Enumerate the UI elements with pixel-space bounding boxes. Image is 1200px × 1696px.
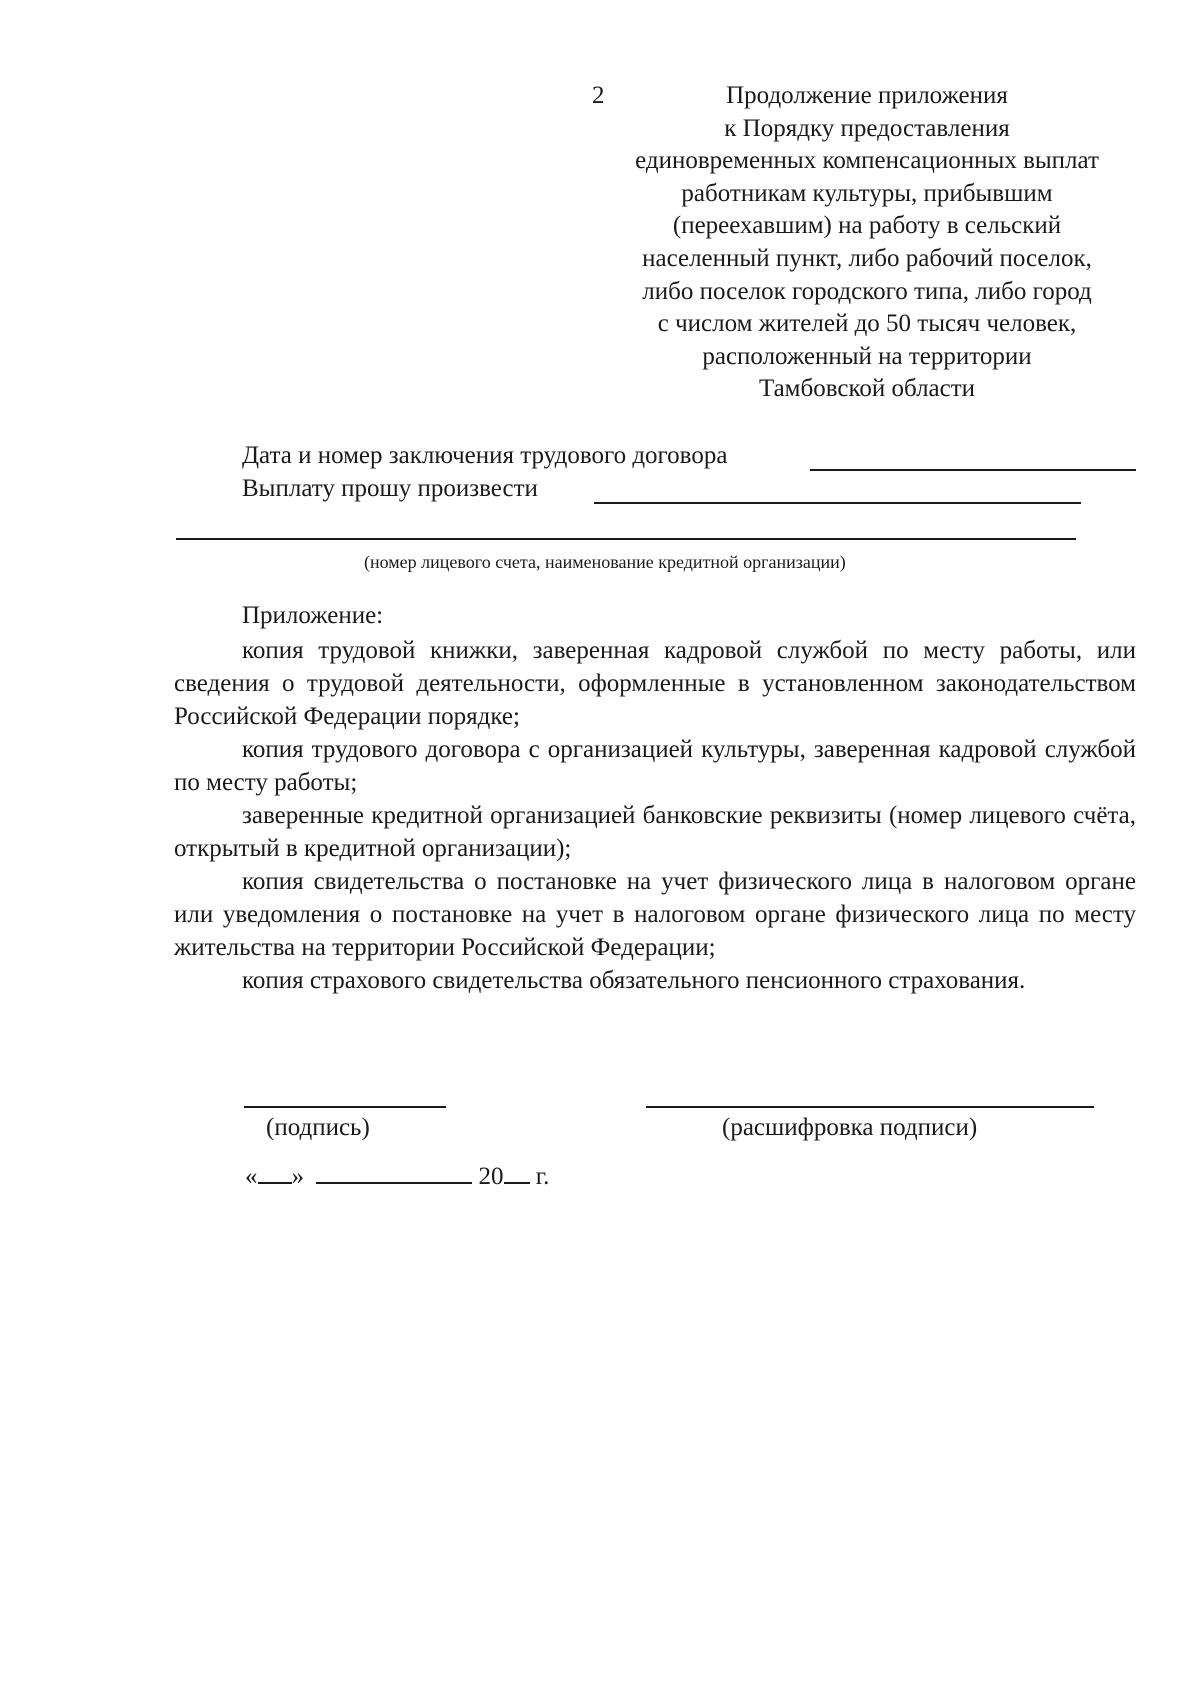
attachment-item: копия страхового свидетельства обязательного пенсионного страхования. <box>242 967 1026 994</box>
attachments-title: Приложение: <box>242 602 384 629</box>
attachment-item: заверенные кредитной организацией банковские реквизиты (номер лицевого счёта, открытый в кредитной организации); <box>174 802 1136 862</box>
date-year-field[interactable] <box>504 1160 530 1184</box>
header-line: с числом жителей до 50 тысяч человек, <box>657 310 1077 338</box>
header-line: Тамбовской области <box>758 375 976 403</box>
payment-label: Выплату прошу произвести <box>242 475 538 502</box>
signature-decoding-field[interactable] <box>646 1106 1094 1108</box>
contract-date-field[interactable] <box>810 469 1136 471</box>
date-close-quote: » <box>291 1163 304 1190</box>
date-year-prefix: 20 <box>478 1163 504 1190</box>
page-number: 2 <box>592 82 605 109</box>
date-line <box>245 1160 549 1193</box>
date-month-field[interactable] <box>316 1160 472 1184</box>
account-caption: (номер лицевого счета, наименование кредитной организации) <box>364 552 846 572</box>
signature-field[interactable] <box>244 1106 446 1108</box>
signature-decoding-caption: (расшифровка подписи) <box>722 1114 978 1141</box>
account-field[interactable] <box>176 538 1076 540</box>
contract-date-label: Дата и номер заключения трудового договора <box>242 442 728 469</box>
header-line: единовременных компенсационных выплат <box>635 147 1099 175</box>
date-open-quote: « <box>245 1163 258 1190</box>
appendix-header <box>592 80 1142 406</box>
header-line: населенный пункт, либо рабочий поселок, <box>642 244 1092 272</box>
attachments-section <box>174 599 1136 997</box>
header-line: работникам культуры, прибывшим <box>681 179 1053 207</box>
signature-caption: (подпись) <box>266 1114 370 1141</box>
header-line: либо поселок городского типа, либо город <box>642 277 1092 305</box>
date-year-suffix: г. <box>535 1163 550 1190</box>
date-day-field[interactable] <box>258 1160 292 1184</box>
header-line: расположенный на территории <box>702 342 1032 370</box>
payment-field[interactable] <box>594 502 1081 504</box>
attachment-item: копия трудовой книжки, заверенная кадровой службой по месту работы, или сведения о трудовой деятельности, оформленные в установленном законодательством Российской Федерации порядке; <box>174 637 1136 730</box>
header-line: Продолжение приложения <box>726 82 1008 109</box>
attachment-item: копия трудового договора с организацией культуры, заверенная кадровой службой по месту работы; <box>174 736 1136 796</box>
header-line: к Порядку предоставления <box>724 114 1010 142</box>
attachment-item: копия свидетельства о постановке на учет физического лица в налоговом органе или уведомления о постановке на учет в налоговом органе физического лица по месту жительства на территории Российской Федерации; <box>174 868 1136 961</box>
header-line: (переехавшим) на работу в сельский <box>672 212 1062 240</box>
